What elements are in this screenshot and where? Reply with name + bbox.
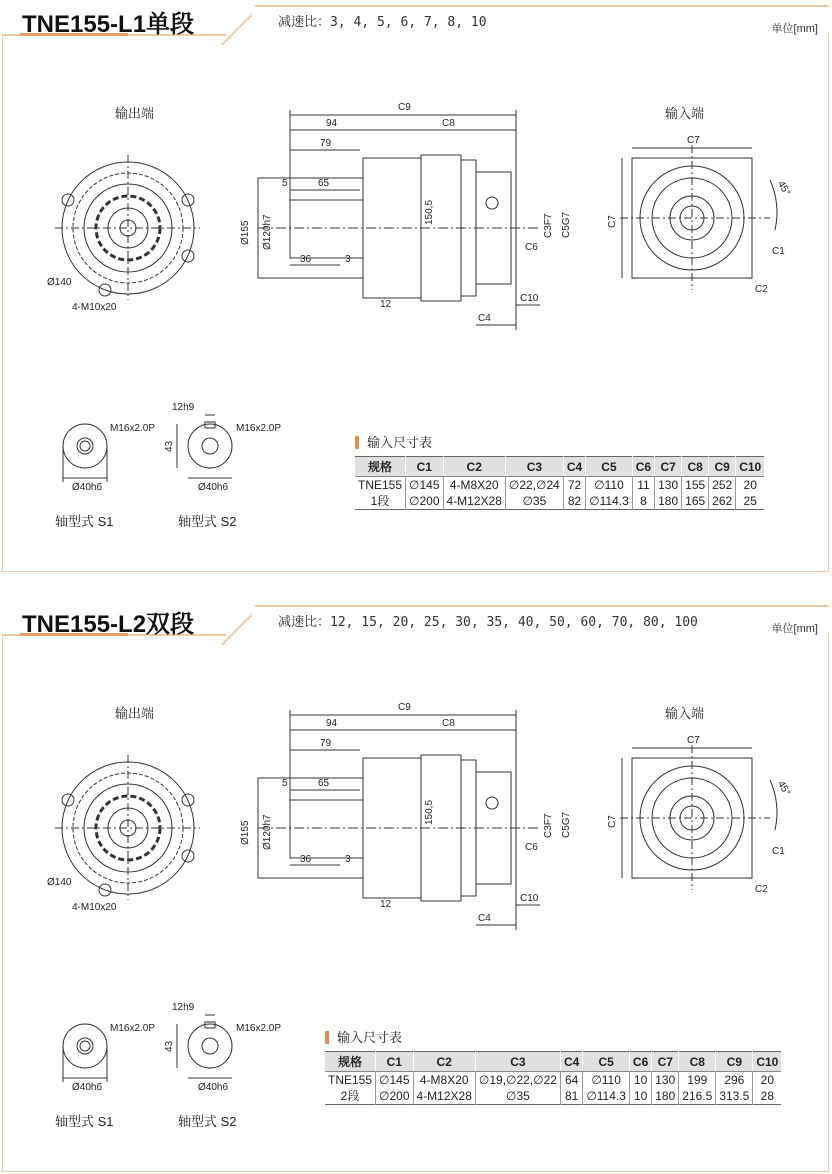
dim-c4: C4 [478, 913, 491, 924]
dim-12h9: 12h9 [172, 1002, 195, 1013]
column-header: C10 [736, 457, 765, 477]
table-cell: ∅35 [505, 493, 563, 510]
input-end-label: 输入端 [665, 106, 705, 121]
table-cell: ∅19,∅22,∅22 [475, 1072, 560, 1089]
dim-94: 94 [326, 118, 338, 129]
table-cell: ∅200 [376, 1088, 413, 1105]
input-end-view [620, 145, 777, 290]
dim-c5: C5G7 [561, 211, 572, 238]
table-cell: 11 [632, 477, 654, 494]
table-cell: 81 [560, 1088, 582, 1105]
shaft-s2 [177, 415, 232, 478]
table-cell: 82 [563, 493, 585, 510]
dim-c10: C10 [520, 893, 539, 904]
table-cell: 155 [682, 477, 709, 494]
table-cell: 313.5 [716, 1088, 753, 1105]
column-header: 规格 [355, 457, 406, 477]
table-cell: 130 [655, 477, 682, 494]
table-cell: 8 [632, 493, 654, 510]
dim-94: 94 [326, 718, 338, 729]
dim-d40-s2: Ø40h6 [198, 1082, 229, 1093]
table-cell: ∅114.3 [586, 493, 633, 510]
dim-c3: C3F7 [543, 813, 554, 838]
dim-12: 12 [380, 299, 392, 310]
dim-d120: Ø120h7 [262, 814, 273, 850]
table-cell: 4-M8X20 [443, 477, 505, 494]
dim-d140: Ø140 [47, 277, 72, 288]
dim-5: 5 [282, 178, 288, 189]
dim-c1: C1 [772, 846, 785, 857]
column-header: C9 [709, 457, 736, 477]
dim-3: 3 [345, 854, 351, 865]
table-cell: 296 [716, 1072, 753, 1089]
table-header-row [325, 1052, 781, 1072]
shaft-s1 [63, 424, 107, 482]
table-cell: 4-M12X28 [413, 1088, 475, 1105]
unit-label: 单位[mm] [771, 23, 818, 35]
shaft-type-s1: 轴型式 S1 [55, 514, 114, 529]
shaft-type-s1: 轴型式 S1 [55, 1114, 114, 1129]
dim-3: 3 [345, 254, 351, 265]
dim-d155: Ø155 [240, 220, 251, 245]
table-cell: 25 [736, 493, 765, 510]
reduction-ratio: 减速比：3, 4, 5, 6, 7, 8, 10 [278, 15, 487, 30]
dim-d40-s1: Ø40h6 [72, 1082, 103, 1093]
dim-d120: Ø120h7 [262, 214, 273, 250]
table-cell: 28 [753, 1088, 782, 1105]
thread-s2: M16x2.0P [236, 423, 282, 434]
dim-c7: C7 [687, 135, 700, 146]
dim-c2: C2 [755, 884, 768, 895]
dim-angle: 45° [775, 779, 793, 798]
model-title: TNE155-L1单段 [22, 11, 195, 38]
column-header: C8 [682, 457, 709, 477]
table-row [325, 1088, 781, 1105]
table-title: 输入尺寸表 [355, 436, 432, 449]
table-cell: ∅114.3 [583, 1088, 630, 1105]
dim-36: 36 [300, 854, 312, 865]
shaft-s2 [177, 1015, 232, 1078]
dim-c7: C7 [687, 735, 700, 746]
table-cell: 165 [682, 493, 709, 510]
table-cell: 199 [679, 1072, 716, 1089]
table-cell: ∅110 [583, 1072, 630, 1089]
dim-65: 65 [318, 178, 330, 189]
input-dimension-table [355, 456, 764, 510]
spec-panel-2 [0, 600, 832, 1174]
side-view [258, 110, 540, 330]
dim-c5: C5G7 [561, 811, 572, 838]
table-cell: 216.5 [679, 1088, 716, 1105]
dim-d40-s1: Ø40h6 [72, 482, 103, 493]
model-title: TNE155-L2双段 [22, 611, 195, 638]
column-header: C9 [716, 1052, 753, 1072]
shaft-type-s2: 轴型式 S2 [178, 1114, 237, 1129]
dim-c1: C1 [772, 246, 785, 257]
dim-5: 5 [282, 778, 288, 789]
dim-150: 150,5 [424, 199, 435, 225]
reduction-ratio: 减速比：12, 15, 20, 25, 30, 35, 40, 50, 60, 70, 80, 100 [278, 615, 698, 630]
table-cell: 4-M12X28 [443, 493, 505, 510]
dim-angle: 45° [775, 179, 793, 198]
table-cell: 20 [753, 1072, 782, 1089]
table-cell: 262 [709, 493, 736, 510]
thread-s2: M16x2.0P [236, 1023, 282, 1034]
dim-c8: C8 [442, 718, 455, 729]
output-end-label: 输出端 [115, 106, 155, 121]
table-cell: ∅145 [406, 477, 443, 494]
column-header: C3 [475, 1052, 560, 1072]
dim-d40-s2: Ø40h6 [198, 482, 229, 493]
column-header: C3 [505, 457, 563, 477]
dim-36: 36 [300, 254, 312, 265]
column-header: C2 [413, 1052, 475, 1072]
table-cell: 10 [629, 1072, 651, 1089]
thread-s1: M16x2.0P [110, 1023, 156, 1034]
table-header-row [355, 457, 764, 477]
dim-c3: C3F7 [543, 213, 554, 238]
dim-c9: C9 [398, 702, 411, 713]
table-cell: 180 [652, 1088, 679, 1105]
dim-150: 150,5 [424, 799, 435, 825]
dim-c6: C6 [525, 242, 538, 253]
table-cell: TNE155 [358, 478, 403, 492]
table-cell: 130 [652, 1072, 679, 1089]
table-row [355, 493, 764, 510]
column-header: C1 [376, 1052, 413, 1072]
table-cell: 252 [709, 477, 736, 494]
column-header: C5 [586, 457, 633, 477]
dim-d140: Ø140 [47, 877, 72, 888]
column-header: C2 [443, 457, 505, 477]
dim-c8: C8 [442, 118, 455, 129]
output-end-view [55, 755, 200, 900]
table-cell: ∅145 [376, 1072, 413, 1089]
table-cell: 180 [655, 493, 682, 510]
dim-c2: C2 [755, 284, 768, 295]
dim-12: 12 [380, 899, 392, 910]
unit-label: 单位[mm] [771, 623, 818, 635]
dim-43: 43 [164, 1040, 175, 1052]
column-header: C6 [629, 1052, 651, 1072]
dim-79: 79 [320, 738, 332, 749]
dim-bolt: 4-M10x20 [72, 302, 117, 313]
table-row [325, 1072, 781, 1089]
table-cell: 20 [736, 477, 765, 494]
table-row [355, 477, 764, 494]
table-cell: ∅200 [406, 493, 443, 510]
column-header: C1 [406, 457, 443, 477]
thread-s1: M16x2.0P [110, 423, 156, 434]
side-view [258, 710, 540, 930]
column-header: C10 [753, 1052, 782, 1072]
column-header: C5 [583, 1052, 630, 1072]
input-end-label: 输入端 [665, 706, 705, 721]
shaft-s1 [63, 1024, 107, 1082]
dim-c4: C4 [478, 313, 491, 324]
column-header: C7 [652, 1052, 679, 1072]
table-cell: ∅35 [475, 1088, 560, 1105]
input-end-view [620, 745, 777, 890]
dim-c7-vertical: C7 [607, 815, 618, 828]
table-cell: 4-M8X20 [413, 1072, 475, 1089]
table-cell: 2段 [340, 1089, 360, 1103]
output-end-view [55, 155, 200, 300]
column-header: C4 [560, 1052, 582, 1072]
column-header: C4 [563, 457, 585, 477]
dim-12h9: 12h9 [172, 402, 195, 413]
dim-c6: C6 [525, 842, 538, 853]
column-header: C8 [679, 1052, 716, 1072]
dim-d155: Ø155 [240, 820, 251, 845]
dim-79: 79 [320, 138, 332, 149]
input-dimension-table [325, 1051, 781, 1105]
table-title: 输入尺寸表 [325, 1031, 402, 1044]
dim-bolt: 4-M10x20 [72, 902, 117, 913]
dim-c9: C9 [398, 102, 411, 113]
column-header: C7 [655, 457, 682, 477]
spec-panel-1 [0, 0, 832, 574]
table-cell: ∅110 [586, 477, 633, 494]
dim-65: 65 [318, 778, 330, 789]
table-cell: 64 [560, 1072, 582, 1089]
column-header: C6 [632, 457, 654, 477]
table-cell: 72 [563, 477, 585, 494]
shaft-type-s2: 轴型式 S2 [178, 514, 237, 529]
table-cell: TNE155 [328, 1073, 373, 1087]
column-header: 规格 [325, 1052, 376, 1072]
table-cell: 10 [629, 1088, 651, 1105]
output-end-label: 输出端 [115, 706, 155, 721]
dim-c7-vertical: C7 [607, 215, 618, 228]
table-cell: 1段 [370, 494, 390, 508]
dim-43: 43 [164, 440, 175, 452]
table-cell: ∅22,∅24 [505, 477, 563, 494]
dim-c10: C10 [520, 293, 539, 304]
